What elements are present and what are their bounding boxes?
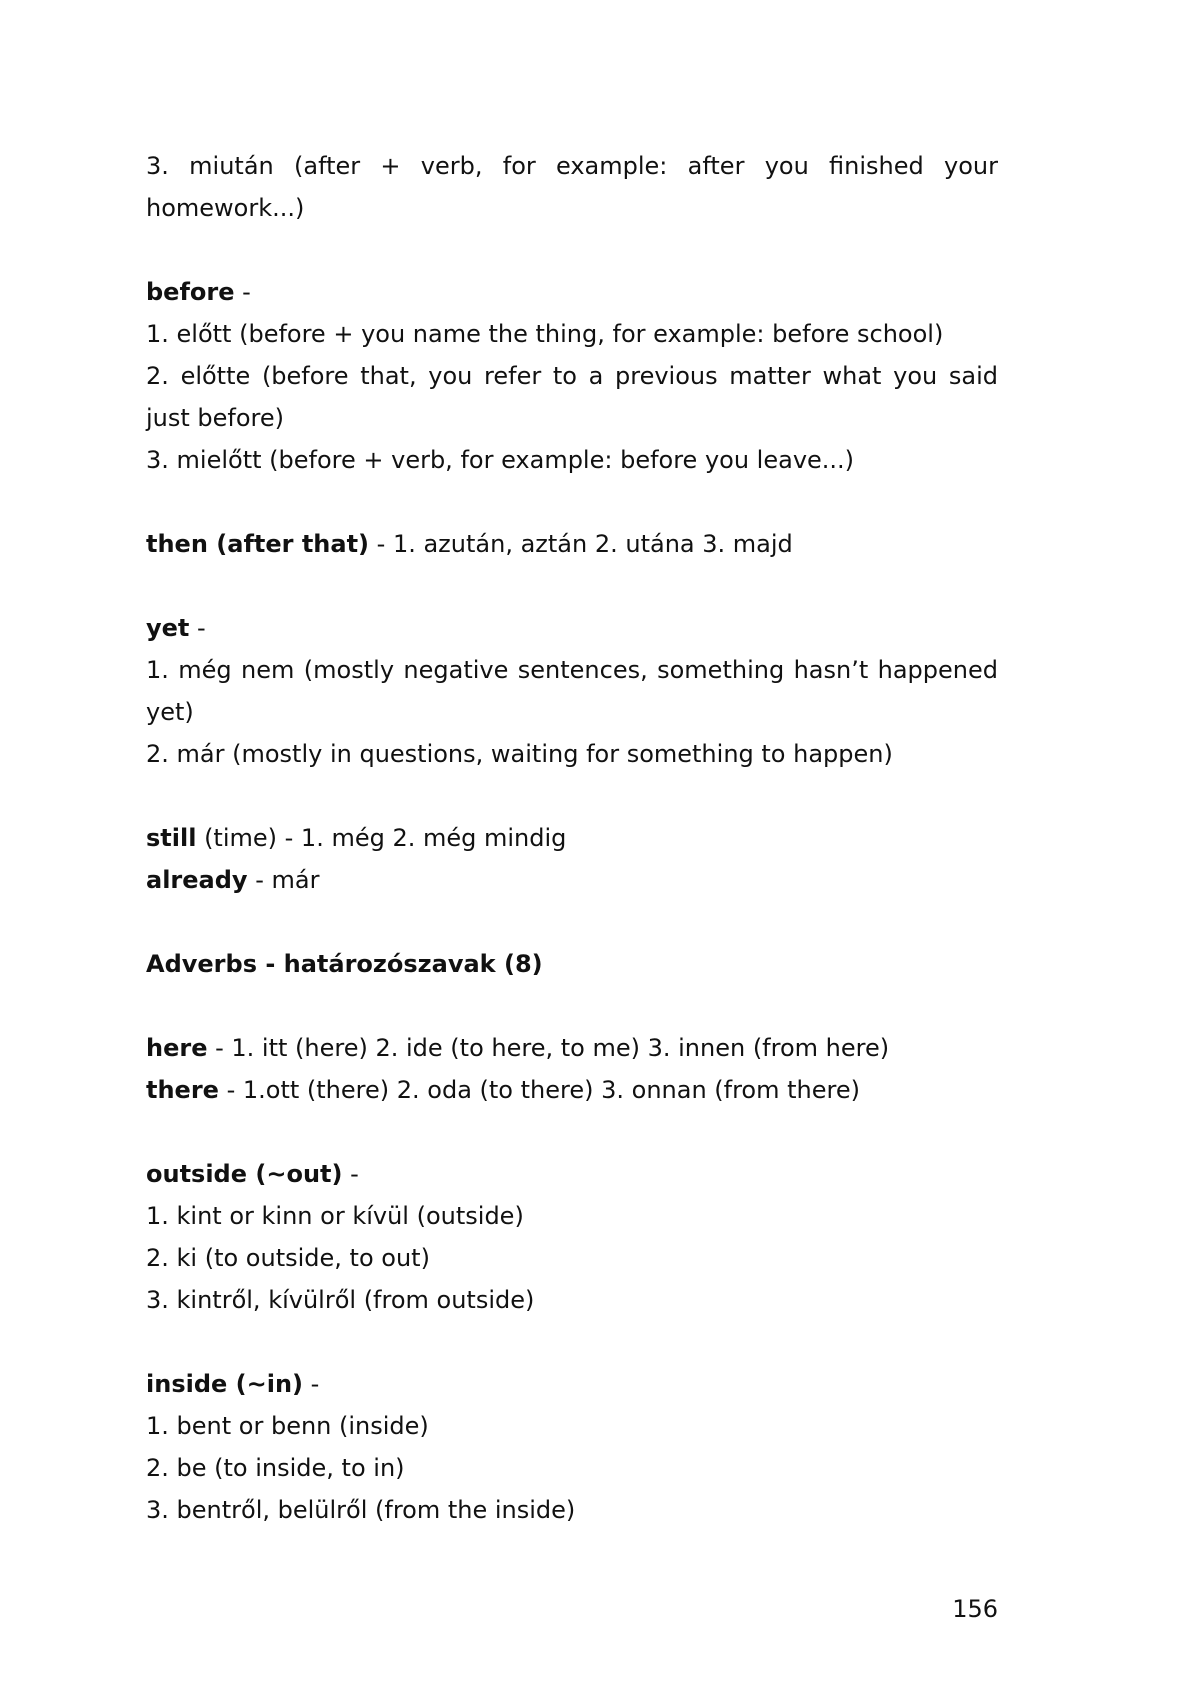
text-line: 2. előtte (before that, you refer to a previous matter what you said just before) xyxy=(146,362,998,432)
text-line: 1. bent or benn (inside) xyxy=(146,1412,429,1440)
definition: - 1.ott (there) 2. oda (to there) 3. onnan (from there) xyxy=(218,1076,860,1104)
text-line: 2. már (mostly in questions, waiting for something to happen) xyxy=(146,740,893,768)
spacer xyxy=(146,901,998,943)
entry-yet xyxy=(146,607,998,649)
term: still xyxy=(146,824,197,852)
definition: - 1. azután, aztán 2. utána 3. majd xyxy=(369,530,793,558)
entry-already xyxy=(146,859,998,901)
term: before xyxy=(146,278,235,306)
page-content xyxy=(146,145,998,1531)
spacer xyxy=(146,775,998,817)
definition: (time) - 1. még 2. még mindig xyxy=(196,824,567,852)
definition: - 1. itt (here) 2. ide (to here, to me) 3. innen (from here) xyxy=(207,1034,890,1062)
text-line: 2. ki (to outside, to out) xyxy=(146,1244,430,1272)
term-dash: - xyxy=(189,614,206,642)
entry-there xyxy=(146,1069,998,1111)
term: there xyxy=(146,1076,219,1104)
entry-before xyxy=(146,271,998,313)
term: then (after that) xyxy=(146,530,370,558)
entry-inside xyxy=(146,1363,998,1405)
term-dash: - xyxy=(234,278,251,306)
entry-outside xyxy=(146,1153,998,1195)
text-line: 1. kint or kinn or kívül (outside) xyxy=(146,1202,524,1230)
entry-here xyxy=(146,1027,998,1069)
term-dash: - xyxy=(303,1370,320,1398)
spacer xyxy=(146,565,998,607)
text-line: 3. bentről, belülről (from the inside) xyxy=(146,1496,576,1524)
term: yet xyxy=(146,614,190,642)
page-number: 156 xyxy=(952,1595,998,1623)
text-line: 3. kintről, kívülről (from outside) xyxy=(146,1286,535,1314)
entry-still xyxy=(146,817,998,859)
term: outside (~out) xyxy=(146,1160,343,1188)
section-heading: Adverbs - határozószavak (8) xyxy=(146,950,543,978)
term: here xyxy=(146,1034,208,1062)
text-line: 2. be (to inside, to in) xyxy=(146,1454,405,1482)
text-line: 1. még nem (mostly negative sentences, something hasn’t happened yet) xyxy=(146,656,998,726)
spacer xyxy=(146,1321,998,1363)
definition: - már xyxy=(247,866,320,894)
spacer xyxy=(146,1111,998,1153)
text-line: 3. mielőtt (before + verb, for example: before you leave...) xyxy=(146,446,855,474)
text-line: 3. miután (after + verb, for example: after you finished your homework...) xyxy=(146,152,998,222)
spacer xyxy=(146,229,998,271)
term: inside (~in) xyxy=(146,1370,303,1398)
entry-then xyxy=(146,523,998,565)
term-dash: - xyxy=(342,1160,359,1188)
spacer xyxy=(146,985,998,1027)
text-line: 1. előtt (before + you name the thing, for example: before school) xyxy=(146,320,944,348)
spacer xyxy=(146,481,998,523)
term: already xyxy=(146,866,248,894)
